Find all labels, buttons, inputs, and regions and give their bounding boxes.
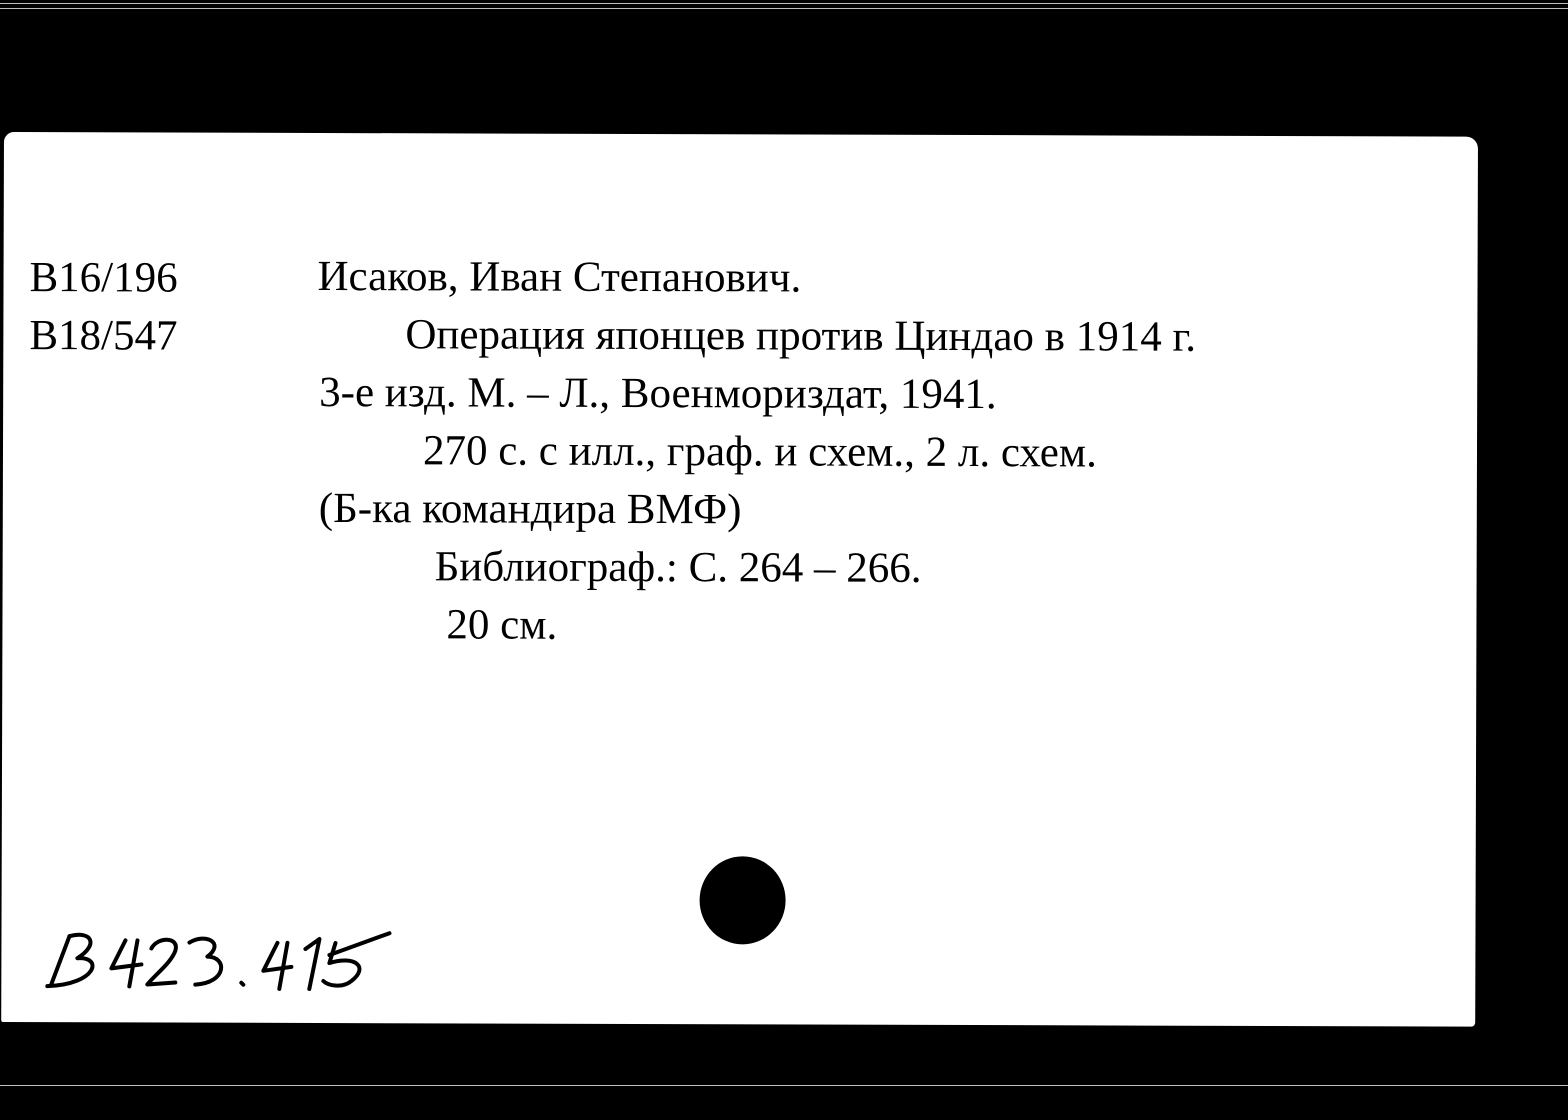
top-border-line (0, 3, 1568, 4)
handwritten-inventory-number (29, 922, 409, 1003)
catalog-card (1, 132, 1478, 1027)
series-note: (Б-ка командира ВМФ) (318, 484, 742, 534)
edition-imprint: 3-е изд. М. – Л., Военмориздат, 1941. (319, 368, 997, 419)
physical-description: 270 с. с илл., граф. и схем., 2 л. схем. (422, 427, 1097, 477)
author-heading: Исаков, Иван Степанович. (317, 252, 802, 302)
bibliography-note: Библиограф.: С. 264 – 266. (434, 543, 922, 592)
call-number-2: B18/547 (29, 312, 178, 360)
dimensions-note: 20 см. (446, 601, 558, 649)
top-border-line (0, 8, 1568, 9)
punched-hole (699, 856, 785, 944)
book-title: Операция японцев против Циндао в 1914 г. (405, 311, 1197, 361)
call-number-1: B16/196 (29, 254, 178, 302)
bottom-border-line (0, 1085, 1568, 1086)
